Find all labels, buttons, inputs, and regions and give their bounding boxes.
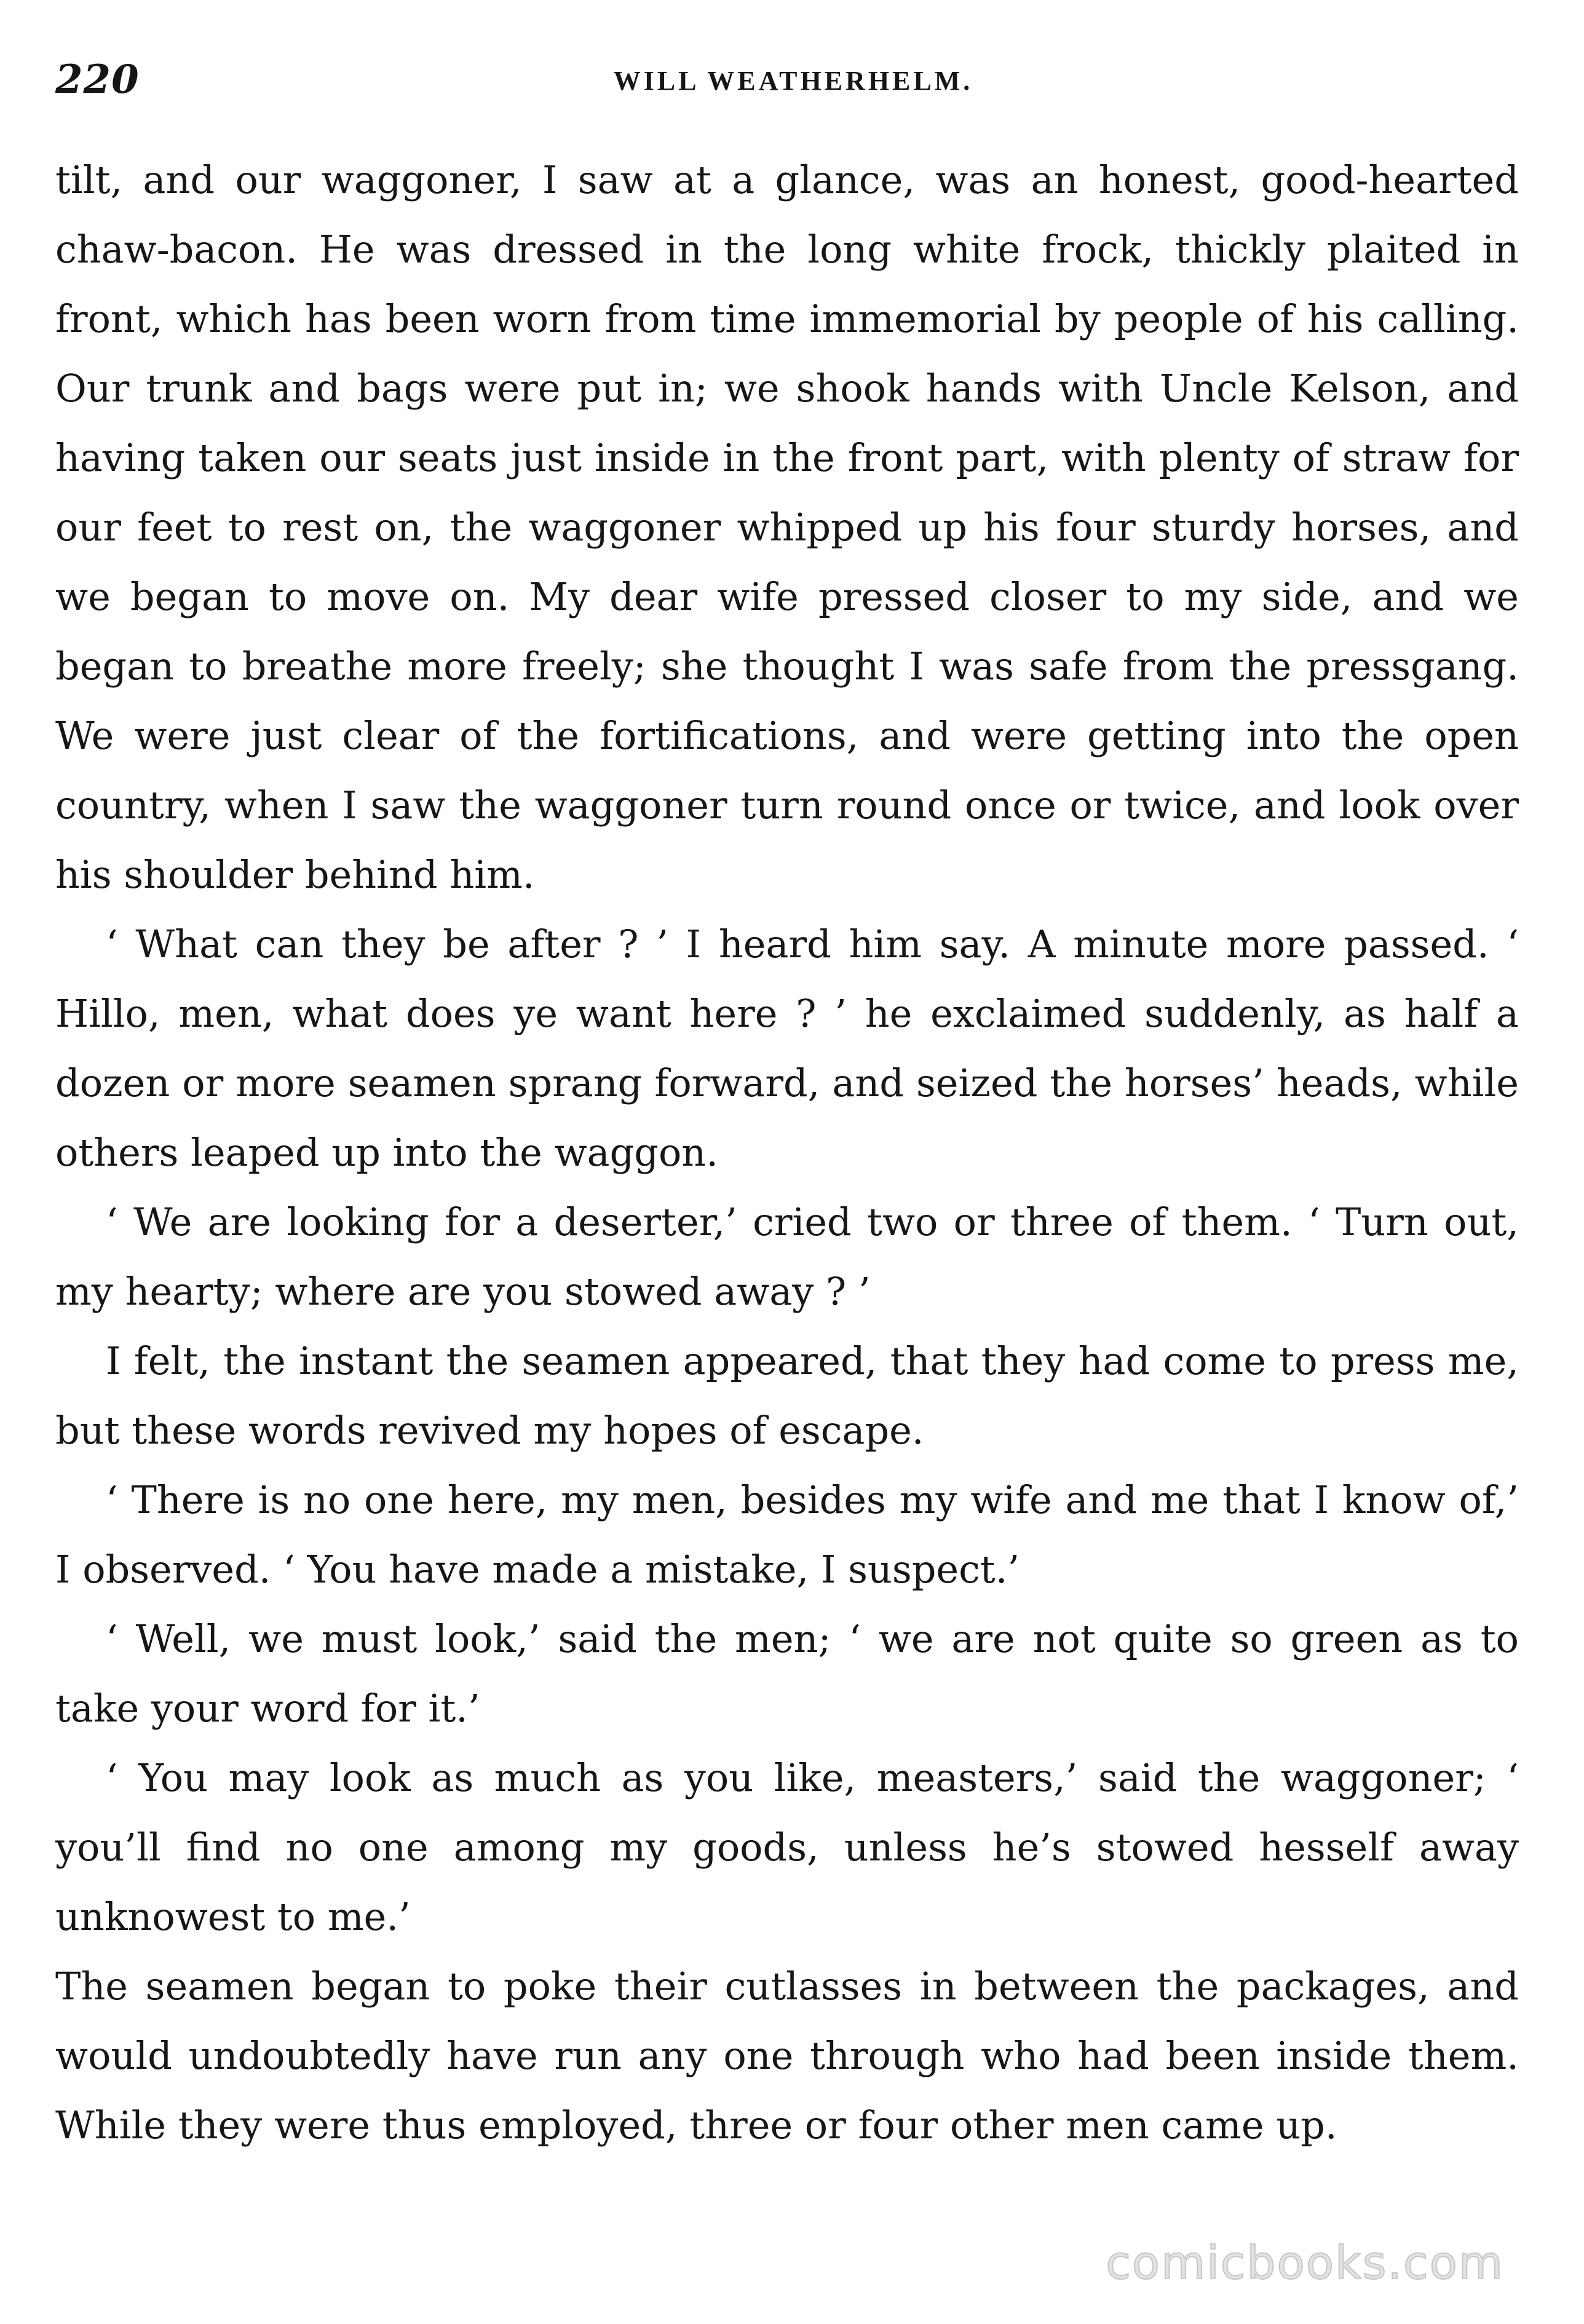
paragraph-dialogue-waggoner-reply: ‘ You may look as much as you like, measters,’ said the waggoner; ‘ you’ll find no one among my goods, unless he’s stowed hesself away unknowest to me.’ bbox=[55, 1755, 1519, 1939]
paragraph-narration: I felt, the instant the seamen appeared, that they had come to press me, but these words revived my hopes of escape. bbox=[55, 1338, 1519, 1453]
paragraph-dialogue-narrator: ‘ There is no one here, my men, besides my wife and me that I know of,’ I observed. ‘ You have made a mistake, I suspect.’ bbox=[55, 1477, 1519, 1592]
running-head: WILL WEATHERHELM. bbox=[613, 66, 973, 96]
body-text bbox=[55, 145, 1519, 2160]
watermark-logo: comicbooks.com bbox=[1106, 2237, 1504, 2290]
paragraph-dialogue-waggoner: ‘ What can they be after ? ’ I heard him say. A minute more passed. ‘ Hillo, men, what does ye want here ? ’ he exclaimed suddenly, as half a dozen or more seamen sprang forward, and seized the horses’ heads, while others leaped up into the waggon. bbox=[55, 922, 1519, 1175]
page-header bbox=[55, 57, 1531, 106]
page-number: 220 bbox=[55, 57, 140, 103]
paragraph-continued: tilt, and our waggoner, I saw at a glance, was an honest, good-hearted chaw-bacon. He was dressed in the long white frock, thickly plaited in front, which has been worn from time immemorial by people of his calling. Our trunk and bags were put in; we shook hands with Uncle Kelson, and having taken our seats just inside in the front part, with plenty of straw for our feet to rest on, the waggoner whipped up his four sturdy horses, and we began to move on. My dear wife pressed closer to my side, and we began to breathe more freely; she thought I was safe from the pressgang. We were just clear of the fortifications, and were getting into the open country, when I saw the waggoner turn round once or twice, and look over his shoulder behind him. bbox=[55, 157, 1519, 897]
paragraph-narration-final: The seamen began to poke their cutlasses in between the packages, and would undoubtedly have run any one through who had been inside them. While they were thus employed, three or four other men came up. bbox=[55, 1964, 1519, 2148]
paragraph-dialogue-men: ‘ Well, we must look,’ said the men; ‘ we are not quite so green as to take your word for it.’ bbox=[55, 1616, 1519, 1731]
paragraph-dialogue-seamen: ‘ We are looking for a deserter,’ cried two or three of them. ‘ Turn out, my hearty; where are you stowed away ? ’ bbox=[55, 1200, 1519, 1314]
